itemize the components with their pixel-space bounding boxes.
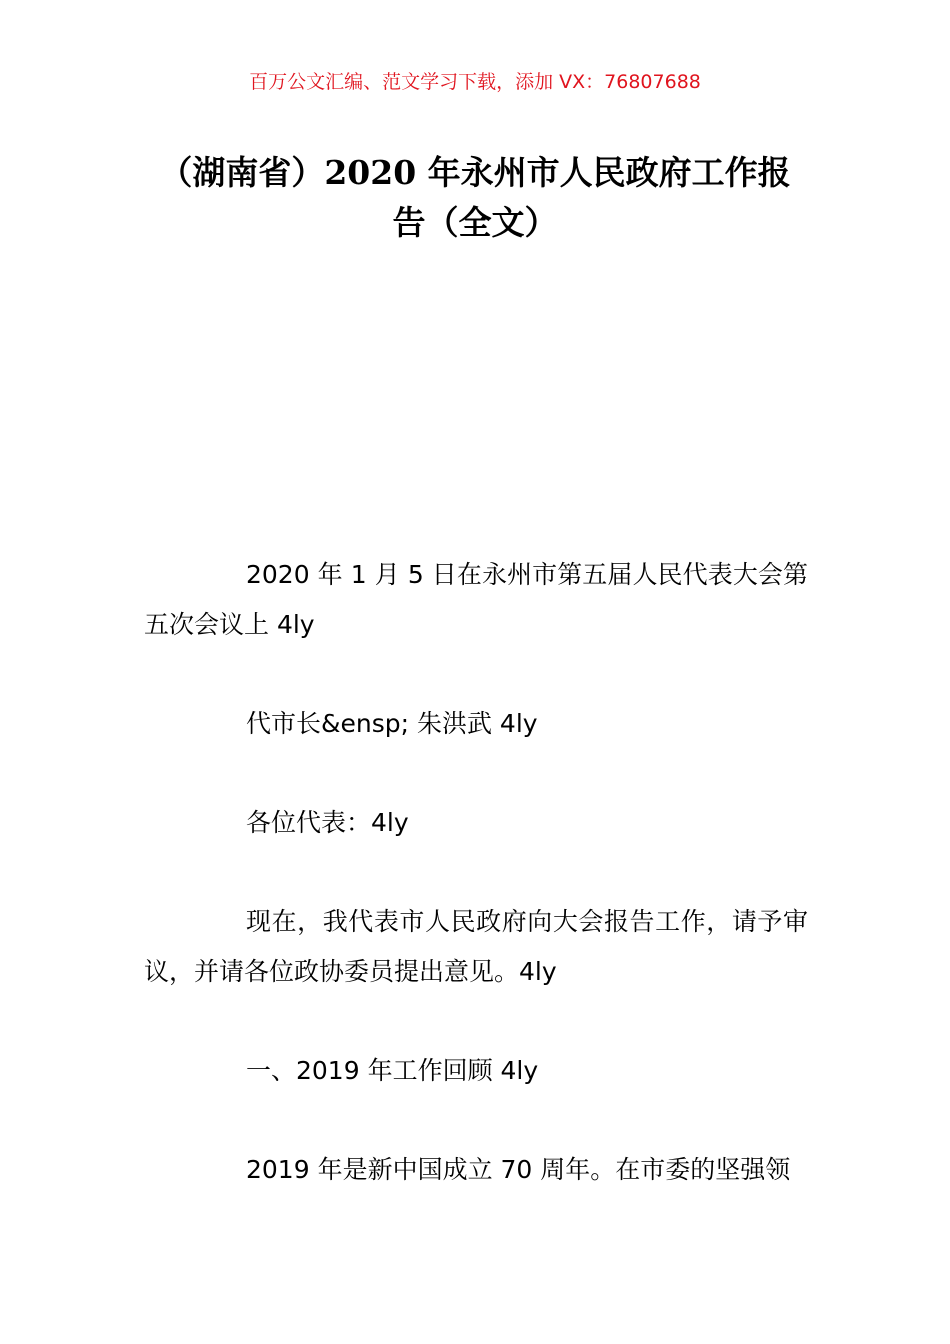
- watermark-text: 百万公文汇编、范文学习下载，添加 VX：76807688: [249, 71, 701, 93]
- title-line-1: （湖南省）2020 年永州市人民政府工作报: [159, 153, 791, 192]
- document-title: [140, 148, 810, 248]
- paragraph-meeting-info: 2020 年 1 月 5 日在永州市第五届人民代表大会第五次会议上 4ly: [144, 560, 808, 639]
- paragraph-speaker: 代市长&ensp; 朱洪武 4ly: [246, 709, 538, 738]
- document-body: [144, 550, 808, 1244]
- paragraph-intro: 现在，我代表市人民政府向大会报告工作，请予审议，并请各位政协委员提出意见。4ly: [144, 907, 808, 986]
- paragraph-salutation: 各位代表：4ly: [246, 808, 409, 837]
- paragraph-review: 2019 年是新中国成立 70 周年。在市委的坚强领: [246, 1155, 791, 1184]
- section-heading: 一、2019 年工作回顾 4ly: [246, 1056, 539, 1085]
- title-line-2: 告（全文）: [392, 203, 558, 242]
